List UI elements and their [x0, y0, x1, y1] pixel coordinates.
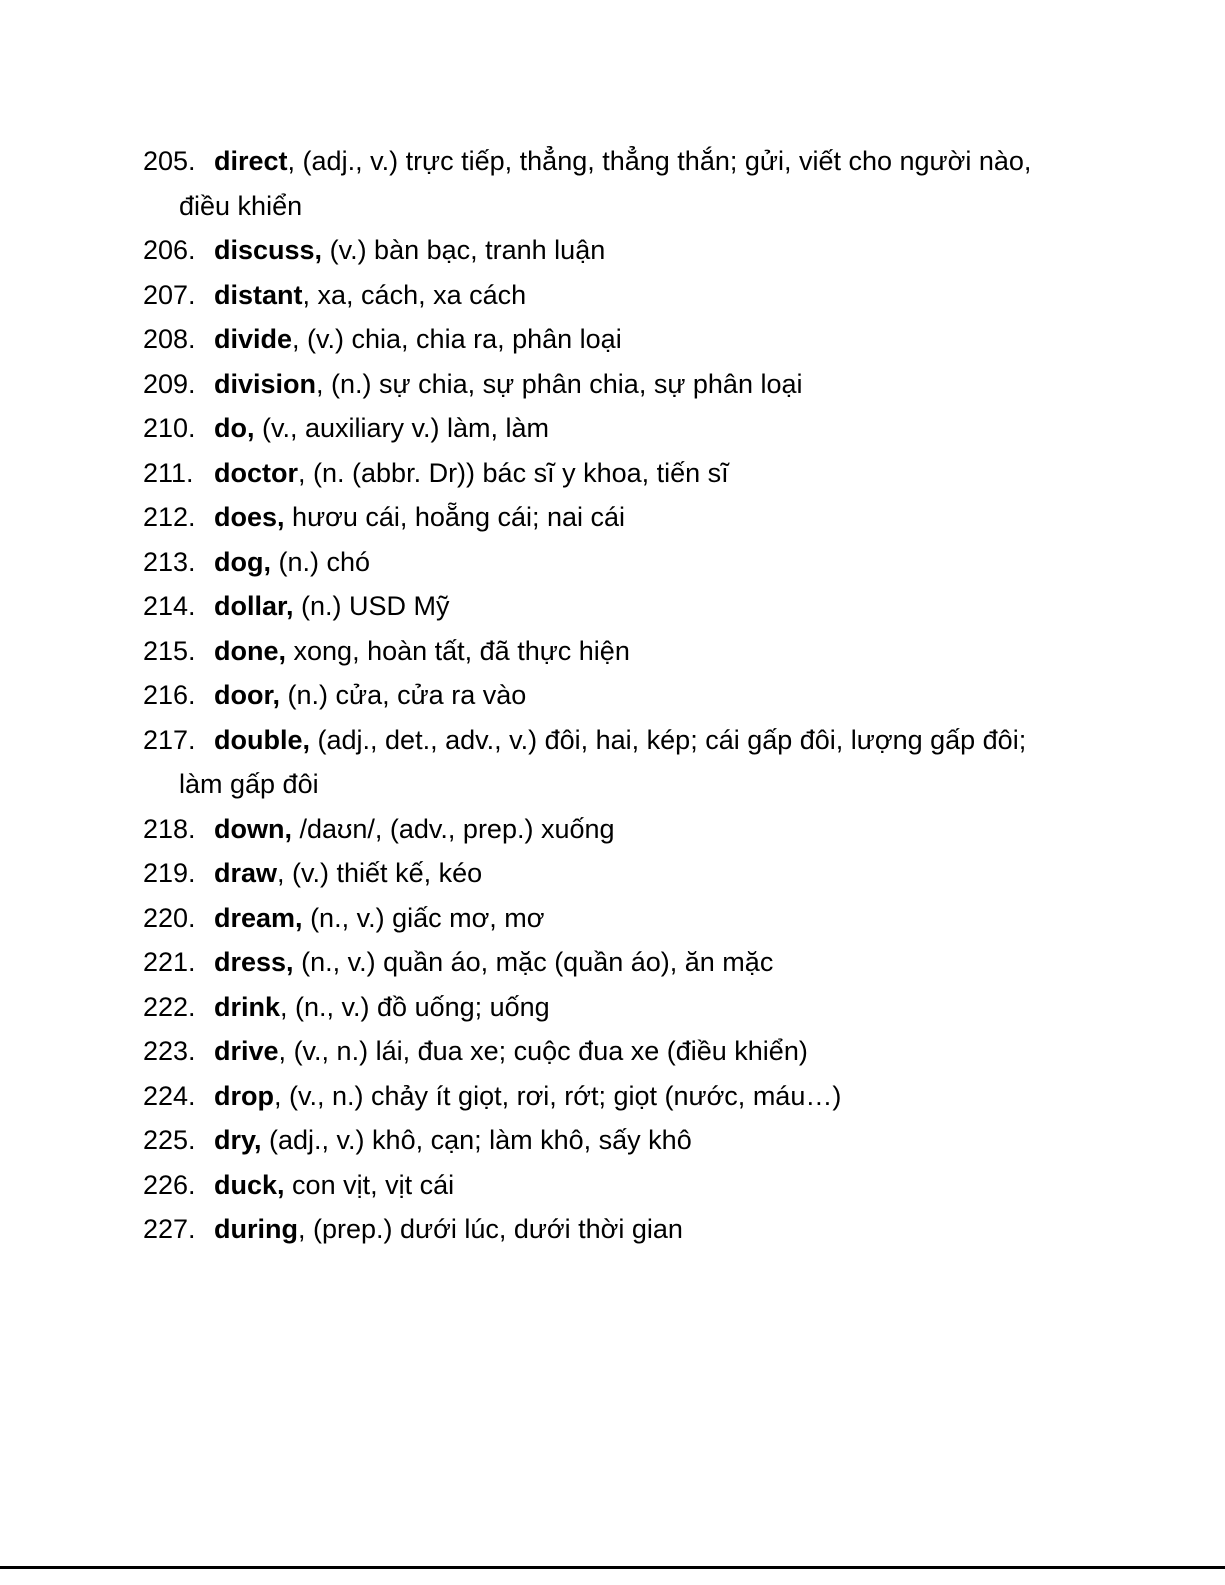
- vocab-entry: [143, 1074, 1043, 1119]
- entry-word: division: [214, 368, 317, 399]
- vocab-entry: [143, 451, 1043, 496]
- entry-definition: (adj., det., adv., v.) đôi, hai, kép; cái gấp đôi, lượng gấp đôi; làm gấp đôi: [179, 724, 1027, 799]
- entry-word: duck,: [214, 1169, 285, 1200]
- entry-number: 214.: [143, 591, 196, 621]
- bottom-rule: [0, 1566, 1225, 1569]
- entry-word: does,: [214, 502, 285, 532]
- entry-definition: hươu cái, hoẵng cái; nai cái: [292, 502, 626, 532]
- entry-word: door,: [214, 680, 280, 710]
- entry-number: 222.: [143, 991, 196, 1022]
- entry-definition: (adj., v.) khô, cạn; làm khô, sấy khô: [269, 1125, 692, 1155]
- entry-number: 209.: [143, 368, 196, 399]
- entry-separator: [294, 947, 302, 977]
- entry-word: draw: [214, 858, 278, 888]
- entry-separator: [322, 235, 330, 265]
- entry-number: 212.: [143, 502, 196, 532]
- entry-word: doctor: [214, 457, 298, 488]
- entry-word: double,: [214, 724, 310, 755]
- entry-number: 221.: [143, 947, 196, 977]
- entry-separator: [262, 1125, 270, 1155]
- entry-number: 210.: [143, 413, 196, 443]
- entry-number: 224.: [143, 1080, 196, 1111]
- vocab-entry: [143, 1118, 1043, 1163]
- entry-definition: con vịt, vịt cái: [292, 1169, 455, 1200]
- entry-definition: (v., n.) chảy ít giọt, rơi, rớt; giọt (nước, máu…): [289, 1080, 842, 1111]
- entry-separator: [292, 814, 300, 844]
- entry-separator: [294, 591, 302, 621]
- vocab-entry: [143, 629, 1043, 674]
- entry-number: 206.: [143, 235, 196, 265]
- entry-number: 226.: [143, 1169, 196, 1200]
- entry-separator: ,: [297, 1214, 313, 1244]
- entry-number: 207.: [143, 279, 196, 310]
- entry-separator: [280, 680, 288, 710]
- entry-word: done,: [214, 635, 286, 666]
- entry-separator: [255, 413, 263, 443]
- entry-word: down,: [214, 813, 292, 844]
- entry-word: during: [214, 1214, 298, 1244]
- entry-number: 213.: [143, 546, 196, 577]
- vocab-entry: [143, 851, 1043, 896]
- entry-word: dry,: [214, 1125, 262, 1155]
- entry-definition: (n., v.) quần áo, mặc (quần áo), ăn mặc: [301, 947, 774, 977]
- entry-number: 220.: [143, 902, 196, 933]
- vocab-entry: [143, 718, 1043, 807]
- entry-word: do,: [214, 413, 255, 443]
- vocab-entry: [143, 540, 1043, 585]
- entry-definition: (n. (abbr. Dr)) bác sĩ y khoa, tiến sĩ: [313, 457, 729, 488]
- entry-number: 211.: [143, 457, 194, 488]
- vocab-entry: [143, 584, 1043, 629]
- entry-separator: [310, 725, 318, 755]
- entry-word: dream,: [214, 902, 303, 933]
- entry-word: direct: [214, 146, 288, 176]
- entry-definition: (n.) sự chia, sự phân chia, sự phân loại: [331, 368, 803, 399]
- entry-word: divide: [214, 324, 293, 354]
- entry-separator: [285, 1170, 293, 1200]
- entry-definition: /daʊn/, (adv., prep.) xuống: [299, 813, 615, 844]
- entry-number: 225.: [143, 1125, 196, 1155]
- entry-separator: [285, 502, 293, 532]
- entry-separator: ,: [277, 858, 293, 888]
- vocab-entry: [143, 673, 1043, 718]
- vocab-entry: [143, 1163, 1043, 1208]
- entry-definition: (n., v.) giấc mơ, mơ: [310, 902, 545, 933]
- vocab-entry: [143, 985, 1043, 1030]
- entry-number: 223.: [143, 1036, 196, 1066]
- vocab-entry: [143, 807, 1043, 852]
- vocab-entry: [143, 495, 1043, 540]
- vocab-entry: [143, 1207, 1043, 1252]
- entry-word: dollar,: [214, 591, 294, 621]
- entry-separator: ,: [280, 991, 296, 1022]
- entry-number: 205.: [143, 146, 196, 176]
- entry-separator: ,: [302, 279, 318, 310]
- vocab-entry: [143, 139, 1043, 228]
- entry-separator: ,: [292, 324, 308, 354]
- entry-word: dress,: [214, 947, 294, 977]
- entry-number: 208.: [143, 324, 196, 354]
- entry-word: dog,: [214, 546, 271, 577]
- entry-word: drink: [214, 991, 281, 1022]
- entry-definition: xa, cách, xa cách: [317, 279, 527, 310]
- entry-definition: (v.) thiết kế, kéo: [292, 858, 483, 888]
- entry-number: 215.: [143, 635, 196, 666]
- entry-definition: (n.) cửa, cửa ra vào: [287, 680, 527, 710]
- entry-definition: (v., n.) lái, đua xe; cuộc đua xe (điều khiển): [293, 1036, 808, 1066]
- entry-number: 227.: [143, 1214, 196, 1244]
- entry-separator: [286, 636, 294, 666]
- vocab-entry: [143, 228, 1043, 273]
- entry-definition: (v.) bàn bạc, tranh luận: [329, 235, 606, 265]
- entry-definition: (n., v.) đồ uống; uống: [295, 991, 550, 1022]
- entry-number: 219.: [143, 858, 196, 888]
- entry-separator: ,: [298, 457, 314, 488]
- entry-definition: (n.) USD Mỹ: [301, 591, 450, 621]
- entry-word: discuss,: [214, 235, 323, 265]
- vocab-entry: [143, 362, 1043, 407]
- entry-separator: ,: [316, 368, 332, 399]
- vocab-entry: [143, 317, 1043, 362]
- entry-separator: ,: [287, 146, 303, 176]
- entry-separator: [271, 547, 279, 577]
- entry-word: drive: [214, 1036, 279, 1066]
- vocab-entry: [143, 940, 1043, 985]
- entry-separator: ,: [278, 1036, 294, 1066]
- entry-word: distant: [214, 279, 303, 310]
- entry-definition: (prep.) dưới lúc, dưới thời gian: [313, 1214, 683, 1244]
- entry-number: 218.: [143, 813, 196, 844]
- entry-separator: ,: [274, 1080, 290, 1111]
- vocab-entry: [143, 273, 1043, 318]
- vocabulary-list: [143, 139, 1043, 1252]
- entry-word: drop: [214, 1080, 274, 1111]
- vocab-entry: [143, 1029, 1043, 1074]
- entry-definition: (v.) chia, chia ra, phân loại: [307, 324, 622, 354]
- entry-definition: (v., auxiliary v.) làm, làm: [262, 413, 550, 443]
- vocab-entry: [143, 896, 1043, 941]
- entry-definition: (adj., v.) trực tiếp, thẳng, thẳng thắn; gửi, viết cho người nào, điều khiển: [179, 146, 1032, 221]
- entry-separator: [303, 903, 311, 933]
- entry-number: 217.: [143, 724, 196, 755]
- entry-definition: (n.) chó: [278, 546, 371, 577]
- entry-number: 216.: [143, 680, 196, 710]
- vocab-entry: [143, 406, 1043, 451]
- entry-definition: xong, hoàn tất, đã thực hiện: [293, 635, 630, 666]
